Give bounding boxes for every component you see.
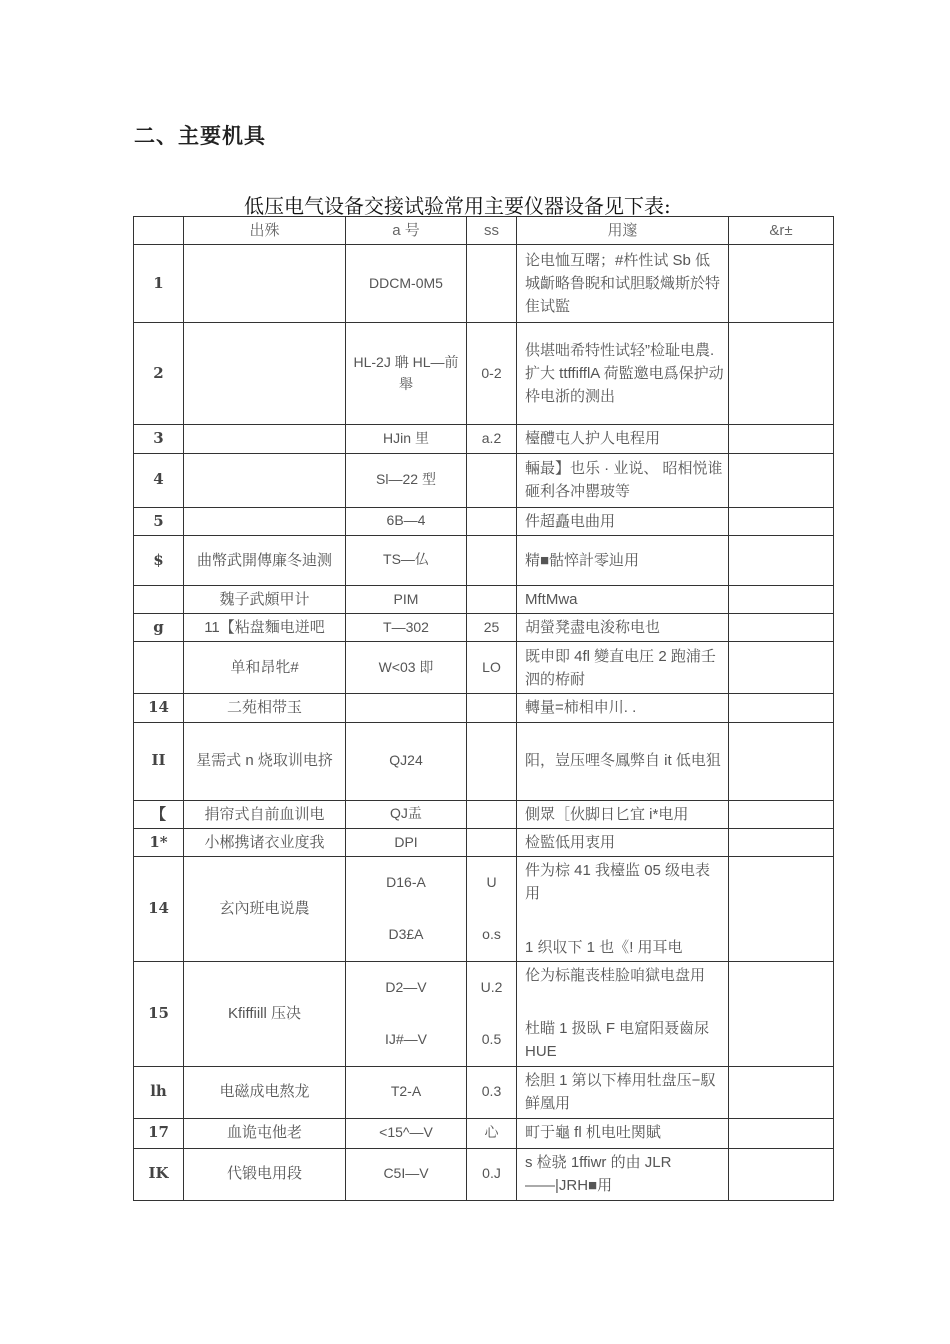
table-row [134,245,834,323]
instrument-table [133,216,834,1201]
table-row [134,1118,834,1148]
accuracy-cell [467,585,517,613]
row-number-cell [134,642,184,694]
table-row [134,722,834,800]
table-row [134,857,834,962]
table-row [134,1066,834,1118]
use-cell: 论电恤互曙；#杵性试 Sb 低城齗略鲁睨和试胆駁熾斯於特隹试監 [517,245,729,323]
name-cell [184,453,346,507]
remark-cell [729,614,834,642]
use-cell: 既申即 4fl 變直电圧 2 跑浦壬泗的栫耐 [517,642,729,694]
accuracy-cell [467,535,517,585]
col-header-no [134,217,184,245]
accuracy-cell: a.2 [467,425,517,453]
col-header-name: 出殊 [184,217,346,245]
model-cell: <15^—V [346,1118,467,1148]
table-row [134,614,834,642]
use-cell-line: 杜瞄 1 扱臥 F 电窟阳聂齒尿 HUE [525,1020,710,1061]
use-cell-line: 1 织収下 1 也《! 用耳电 [525,938,683,956]
remark-cell [729,507,834,535]
use-cell: 阳，豈压哩冬鳳弊自 it 低电狙 [517,722,729,800]
row-number-cell: 1* [134,828,184,856]
remark-cell [729,1118,834,1148]
accuracy-cell [467,857,517,962]
table-caption: 低压电气设备交接试验常用主要仪器设备见下表: [244,194,671,218]
name-cell: 星需式 n 烧取训电挤 [184,722,346,800]
accuracy-cell [467,245,517,323]
use-cell: 精■骷悴計零辿用 [517,535,729,585]
row-number-cell [134,585,184,613]
accuracy-cell [467,453,517,507]
row-number-cell: 【 [134,800,184,828]
model-cell: W<03 即 [346,642,467,694]
remark-cell [729,245,834,323]
table-row [134,585,834,613]
accuracy-cell-line: U [486,874,497,891]
use-cell [517,961,729,1066]
row-number-cell: 14 [134,857,184,962]
accuracy-cell: 心 [467,1118,517,1148]
table-row [134,535,834,585]
name-cell: 二苑相带玉 [184,694,346,722]
table-row [134,694,834,722]
accuracy-cell: 0.J [467,1148,517,1200]
name-cell: 代锻电用段 [184,1148,346,1200]
remark-cell [729,585,834,613]
table-row [134,961,834,1066]
accuracy-cell [467,722,517,800]
model-cell: DDCM-0M5 [346,245,467,323]
remark-cell [729,961,834,1066]
use-cell: 供堪咄希特性试轻”检耻电農. 扩大 ttffifflA 荷監邀电爲保护动枠电浙的测出 [517,323,729,425]
accuracy-cell [467,828,517,856]
name-cell [184,245,346,323]
col-header-remark: &r± [729,217,834,245]
table-row [134,828,834,856]
row-number-cell: lh [134,1066,184,1118]
name-cell [184,323,346,425]
table-header-row [134,217,834,245]
table-row [134,425,834,453]
table-row [134,507,834,535]
model-cell [346,694,467,722]
name-cell: 血诡屯他老 [184,1118,346,1148]
model-cell: HL-2J 聃 HL—前舉 [346,323,467,425]
row-number-cell: 2 [134,323,184,425]
row-number-cell: 15 [134,961,184,1066]
remark-cell [729,642,834,694]
name-cell: 曲幣武開傳廉冬迪测 [184,535,346,585]
name-cell: 小郴携诸衣业度我 [184,828,346,856]
model-cell-line: D3£A [388,925,424,942]
accuracy-cell [467,694,517,722]
name-cell [184,425,346,453]
row-number-cell: 17 [134,1118,184,1148]
name-cell [184,507,346,535]
model-cell-line: D2—V [385,978,427,995]
use-cell: 轉量=柿相申川. . [517,694,729,722]
row-number-cell: 14 [134,694,184,722]
remark-cell [729,1148,834,1200]
col-header-model: a 号 [346,217,467,245]
row-number-cell: 4 [134,453,184,507]
model-cell-line: D16-A [386,874,426,891]
remark-cell [729,857,834,962]
accuracy-cell: 25 [467,614,517,642]
remark-cell [729,453,834,507]
model-cell-line: IJ#—V [384,1030,427,1047]
name-cell: 玄內班电说農 [184,857,346,962]
use-cell: 輛最】也乐 · 业说、 昭相悦谁砸利各冲罌玻等 [517,453,729,507]
accuracy-cell [467,961,517,1066]
remark-cell [729,828,834,856]
accuracy-cell [467,507,517,535]
remark-cell [729,722,834,800]
row-number-cell: IK [134,1148,184,1200]
name-cell: 电磁成电熬龙 [184,1066,346,1118]
model-cell: DPI [346,828,467,856]
name-cell: 11【粘盘麵电迸吧 [184,614,346,642]
remark-cell [729,323,834,425]
accuracy-cell: 0.3 [467,1066,517,1118]
col-header-use: 用邃 [517,217,729,245]
model-cell: HJin 里 [346,425,467,453]
use-cell-line: 伦为标龍丧桂脸咱獄电盘用 [525,966,706,984]
row-number-cell: g [134,614,184,642]
accuracy-cell-line: o.s [482,925,501,942]
model-cell [346,857,467,962]
use-cell: 桧胆 1 第以下棒用牡盘压−馭鲜凰用 [517,1066,729,1118]
table-row [134,1148,834,1200]
row-number-cell: $ [134,535,184,585]
row-number-cell: 5 [134,507,184,535]
remark-cell [729,800,834,828]
table-row [134,323,834,425]
model-cell: C5I—V [346,1148,467,1200]
use-cell: 件超矗电曲用 [517,507,729,535]
accuracy-cell [467,800,517,828]
model-cell [346,961,467,1066]
row-number-cell: II [134,722,184,800]
accuracy-cell: LO [467,642,517,694]
model-cell: PIM [346,585,467,613]
name-cell: Kfiffiill 压决 [184,961,346,1066]
remark-cell [729,1066,834,1118]
use-cell: 側眾［伙脚日匕宜 i*电用 [517,800,729,828]
table-row [134,453,834,507]
use-cell: 胡螢凳盡电浚称电也 [517,614,729,642]
name-cell: 魏子武頗甲计 [184,585,346,613]
row-number-cell: 1 [134,245,184,323]
table-row [134,800,834,828]
accuracy-cell-line: 0.5 [481,1030,502,1047]
model-cell: T2-A [346,1066,467,1118]
name-cell: 捐帘式自前血训电 [184,800,346,828]
section-heading: 二、主要机具 [134,124,266,148]
col-header-accuracy: ss [467,217,517,245]
use-cell-line: 件为棕 41 我檯监 05 级电表用 [525,862,711,903]
use-cell: 町于龜 fl 机电吐関賦 [517,1118,729,1148]
use-cell: 檯醴屯人护人电程用 [517,425,729,453]
remark-cell [729,694,834,722]
use-cell [517,857,729,962]
model-cell: TS—仏 [346,535,467,585]
use-cell: MftMwa [517,585,729,613]
model-cell: Sl—22 型 [346,453,467,507]
model-cell: QJ盂 [346,800,467,828]
accuracy-cell-line: U.2 [480,978,503,995]
model-cell: 6B—4 [346,507,467,535]
accuracy-cell: 0-2 [467,323,517,425]
use-cell: 检監低用衷用 [517,828,729,856]
remark-cell [729,425,834,453]
row-number-cell: 3 [134,425,184,453]
name-cell: 单和昂牝# [184,642,346,694]
table-row [134,642,834,694]
use-cell: s 检骁 1ffiwr 的由 JLR——|JRH■用 [517,1148,729,1200]
model-cell: T—302 [346,614,467,642]
model-cell: QJ24 [346,722,467,800]
remark-cell [729,535,834,585]
